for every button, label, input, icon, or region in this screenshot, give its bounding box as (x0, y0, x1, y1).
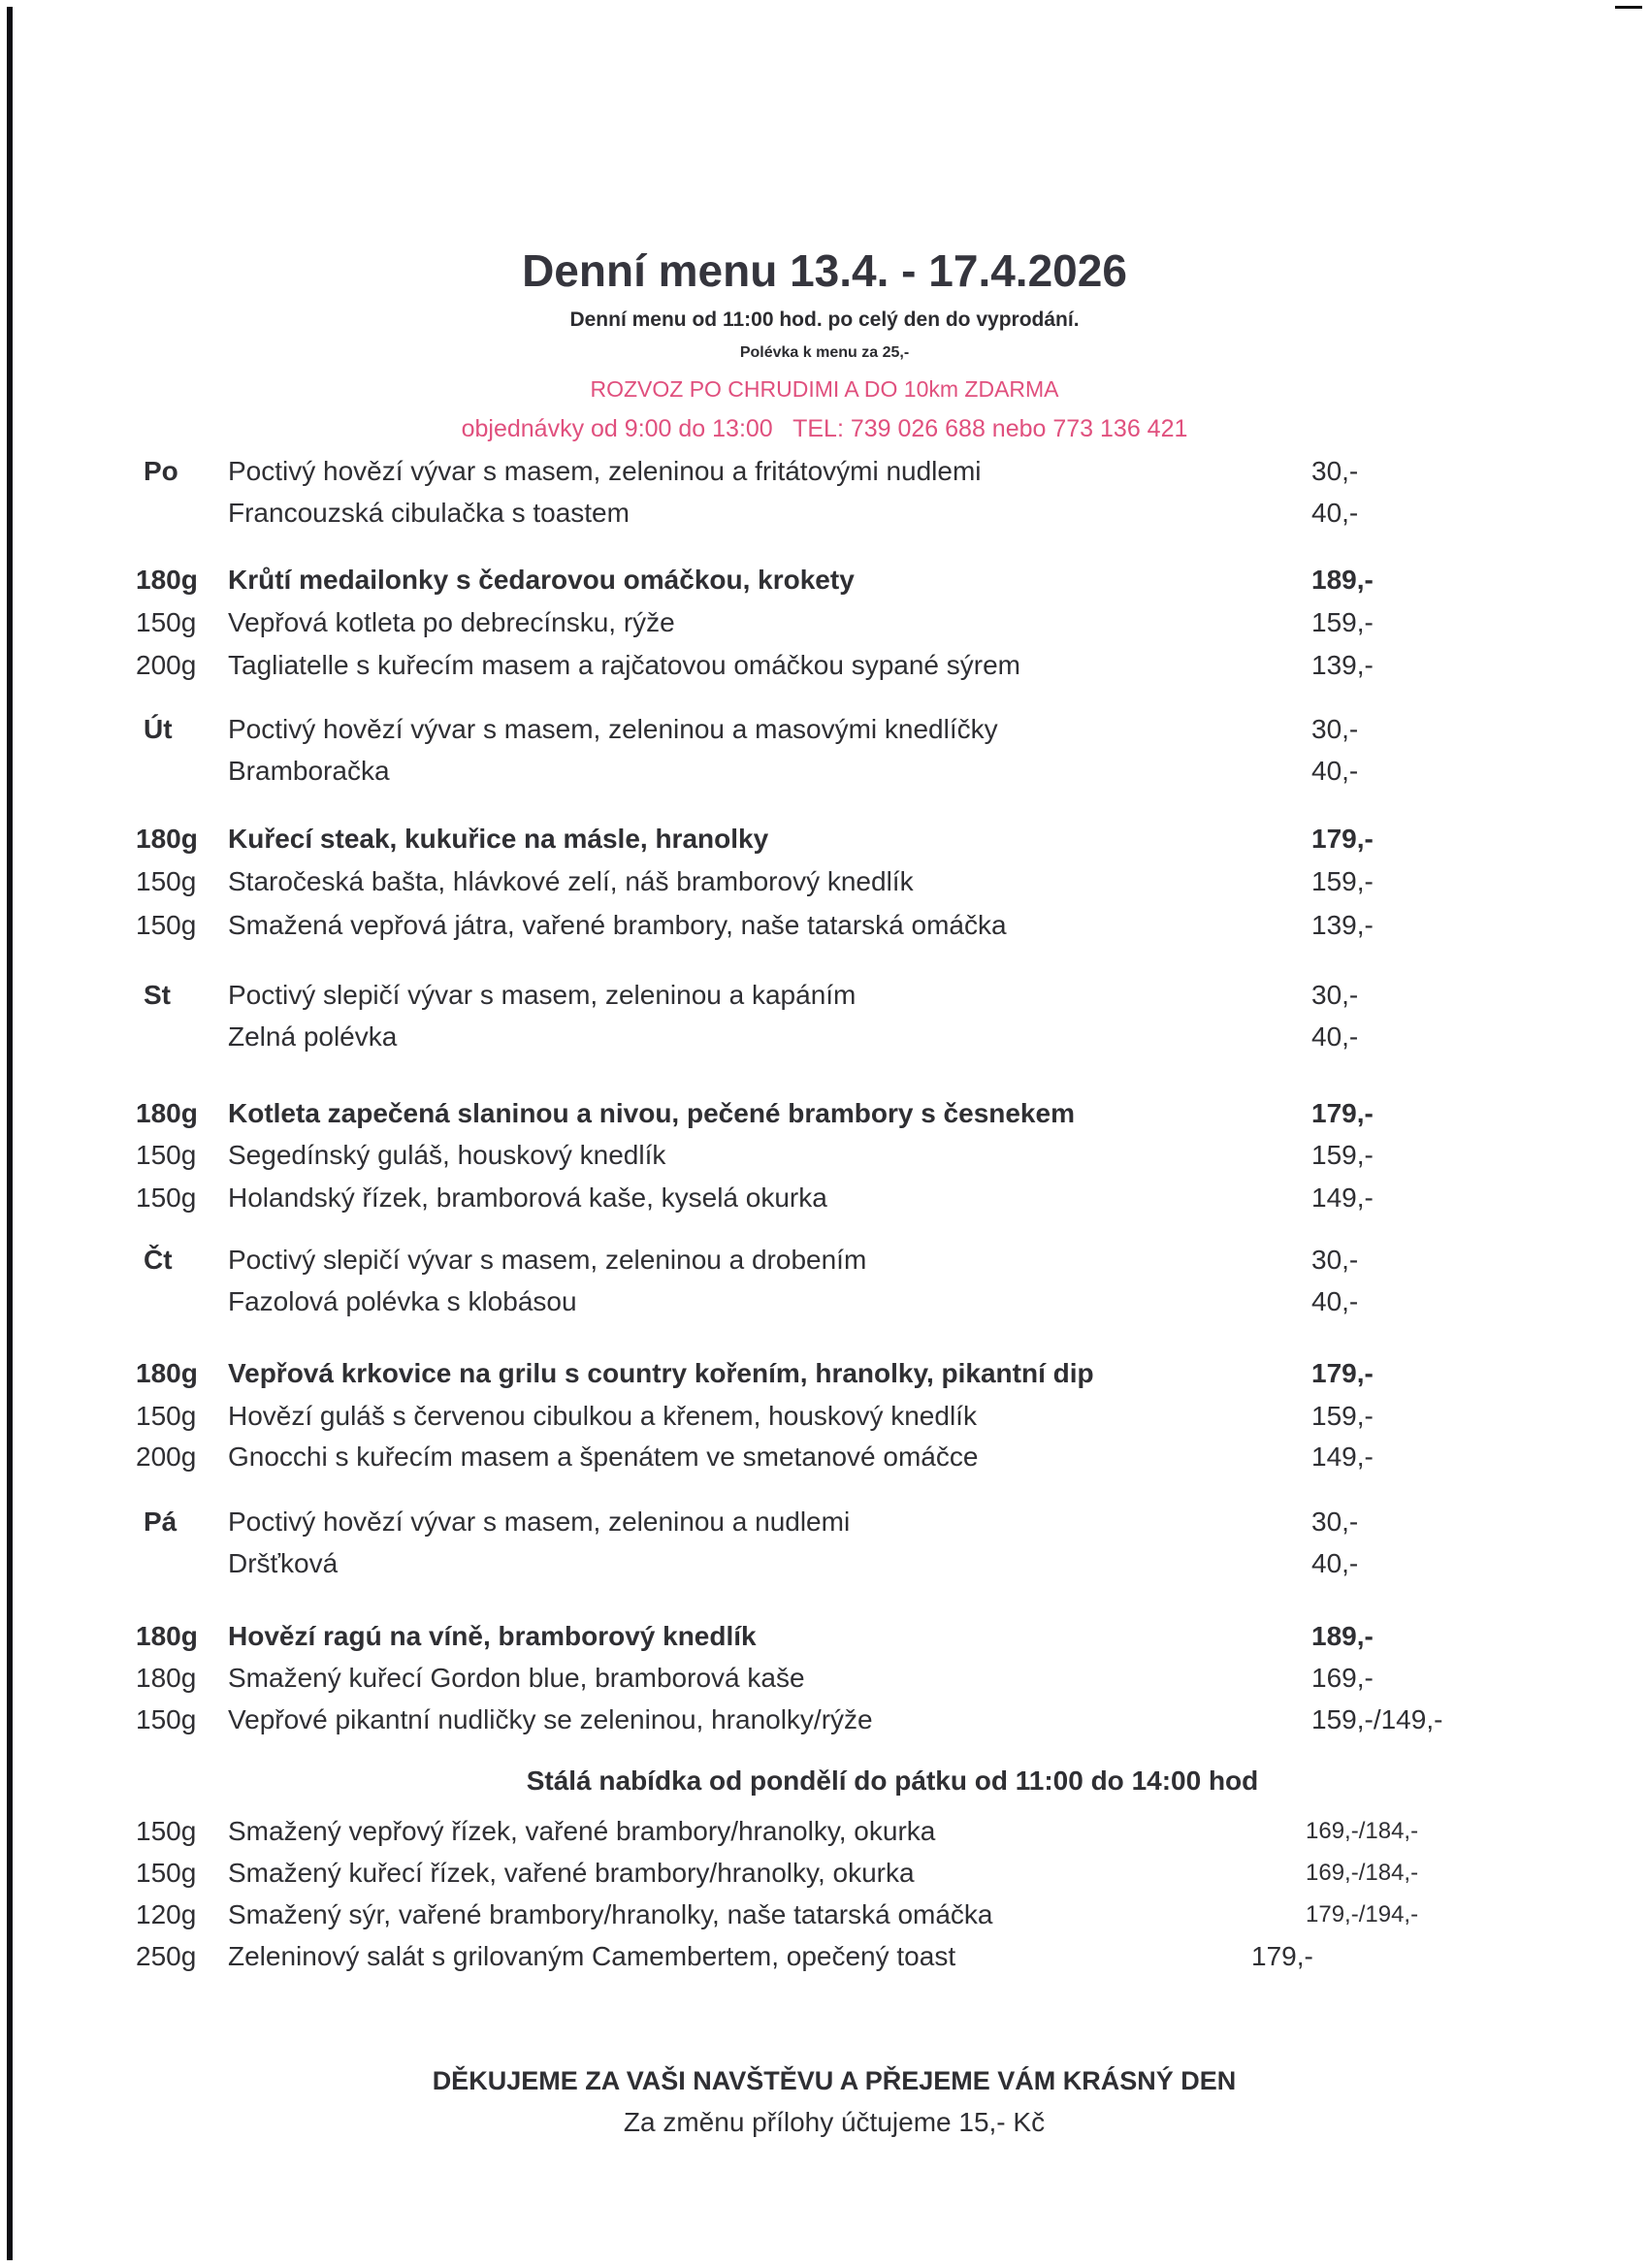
soup-row (0, 1021, 1649, 1053)
dish-weight: 250g (136, 1941, 197, 1971)
soup-price: 40,- (1311, 498, 1359, 528)
dish-price: 149,- (1311, 1442, 1374, 1472)
dish-name: Hovězí guláš s červenou cibulkou a křenem, houskový knedlík (228, 1401, 977, 1431)
dish-weight: 200g (136, 1442, 197, 1472)
soup-price: 30,- (1311, 456, 1359, 486)
permanent-item-row (0, 1898, 1649, 1931)
soup-price: 30,- (1311, 980, 1359, 1010)
permanent-item-row (0, 1857, 1649, 1890)
dish-price: 179,- (1251, 1941, 1313, 1971)
dish-name: Kotleta zapečená slaninou a nivou, pečené brambory s česnekem (228, 1098, 1075, 1128)
dish-weight: 180g (136, 1663, 197, 1693)
main-dish-row-highlight (0, 1357, 1649, 1390)
dish-price: 179,-/194,- (1306, 1901, 1419, 1928)
dish-weight: 150g (136, 1140, 197, 1170)
dish-price: 189,- (1311, 1621, 1374, 1651)
dish-weight: 180g (136, 565, 198, 595)
dish-price: 139,- (1311, 910, 1374, 940)
soup-name: Dršťková (228, 1548, 339, 1578)
soup-price: 40,- (1311, 1021, 1359, 1052)
soup-name: Poctivý hovězí vývar s masem, zeleninou a nudlemi (228, 1507, 851, 1537)
dish-price: 159,- (1311, 607, 1374, 637)
soup-price-note: Polévka k menu za 25,- (739, 344, 910, 361)
order-contact-note: objednávky od 9:00 do 13:00 TEL: 739 026 688 nebo 773 136 421 (461, 415, 1188, 442)
main-dish-row (0, 1182, 1649, 1215)
main-dish-row-highlight (0, 564, 1649, 597)
day-label: Čt (144, 1245, 173, 1275)
day-label: Pá (144, 1507, 178, 1537)
main-dish-row (0, 1441, 1649, 1474)
dish-price: 159,- (1311, 866, 1374, 896)
main-dish-row (0, 1139, 1649, 1172)
dish-price: 159,- (1311, 1140, 1374, 1170)
soup-price: 40,- (1311, 756, 1359, 786)
soup-name: Poctivý slepičí vývar s masem, zeleninou a kapáním (228, 980, 857, 1010)
soup-row (0, 713, 1649, 746)
soup-name: Poctivý hovězí vývar s masem, zeleninou a fritátovými nudlemi (228, 456, 982, 486)
soup-row (0, 455, 1649, 488)
page-title: Denní menu 13.4. - 17.4.2026 (522, 245, 1127, 296)
dish-name: Smažená vepřová játra, vařené brambory, naše tatarská omáčka (228, 910, 1007, 940)
dish-weight: 180g (136, 1098, 198, 1128)
permanent-offer-title: Stálá nabídka od pondělí do pátku od 11:00 do 14:00 hod (526, 1766, 1259, 1796)
permanent-item-row (0, 1940, 1649, 1973)
soup-price: 40,- (1311, 1286, 1359, 1316)
dish-price: 169,- (1311, 1663, 1374, 1693)
dish-name: Gnocchi s kuřecím masem a špenátem ve smetanové omáčce (228, 1442, 979, 1472)
soup-price: 30,- (1311, 714, 1359, 744)
side-change-fee-note: Za změnu přílohy účtujeme 15,- Kč (623, 2107, 1046, 2137)
main-dish-row (0, 865, 1649, 898)
dish-weight: 150g (136, 1183, 197, 1213)
dish-weight: 150g (136, 866, 197, 896)
soup-row (0, 979, 1649, 1012)
dish-weight: 150g (136, 607, 197, 637)
soup-name: Zelná polévka (228, 1021, 398, 1052)
main-dish-row-highlight (0, 1097, 1649, 1130)
soup-price: 30,- (1311, 1245, 1359, 1275)
dish-weight: 180g (136, 1358, 198, 1388)
soup-price: 30,- (1311, 1507, 1359, 1537)
dish-name: Kuřecí steak, kukuřice na másle, hranolky (228, 824, 769, 854)
main-dish-row-highlight (0, 1620, 1649, 1653)
soup-row (0, 755, 1649, 788)
delivery-note: ROZVOZ PO CHRUDIMI A DO 10km ZDARMA (590, 376, 1059, 402)
main-dish-row (0, 909, 1649, 942)
dish-price: 159,- (1311, 1401, 1374, 1431)
main-dish-row (0, 1662, 1649, 1695)
main-dish-row (0, 606, 1649, 639)
day-label: Po (144, 456, 178, 486)
dish-price: 169,-/184,- (1306, 1818, 1419, 1844)
day-label: Út (144, 714, 173, 744)
soup-name: Bramboračka (228, 756, 390, 786)
dish-price: 179,- (1311, 1098, 1374, 1128)
soup-name: Poctivý hovězí vývar s masem, zeleninou a masovými knedlíčky (228, 714, 998, 744)
dish-name: Holandský řízek, bramborová kaše, kyselá okurka (228, 1183, 827, 1213)
soup-row (0, 1285, 1649, 1318)
dish-name: Vepřová kotleta po debrecínsku, rýže (228, 607, 675, 637)
soup-name: Poctivý slepičí vývar s masem, zeleninou a drobením (228, 1245, 867, 1275)
soup-price: 40,- (1311, 1548, 1359, 1578)
soup-row (0, 1244, 1649, 1277)
dish-price: 149,- (1311, 1183, 1374, 1213)
dish-price: 159,-/149,- (1311, 1704, 1443, 1734)
thank-you-note: DĚKUJEME ZA VAŠI NAVŠTĚVU A PŘEJEME VÁM KRÁSNÝ DEN (432, 2066, 1237, 2095)
dish-name: Zeleninový salát s grilovaným Camembertem, opečený toast (228, 1941, 956, 1971)
dish-weight: 200g (136, 650, 197, 680)
main-dish-row (0, 1400, 1649, 1433)
dish-weight: 120g (136, 1899, 197, 1929)
dish-name: Smažený kuřecí řízek, vařené brambory/hranolky, okurka (228, 1858, 915, 1888)
dish-name: Vepřové pikantní nudličky se zeleninou, hranolky/rýže (228, 1704, 873, 1734)
permanent-item-row (0, 1815, 1649, 1848)
day-label: St (144, 980, 171, 1010)
main-dish-row-highlight (0, 823, 1649, 856)
dish-name: Smažený kuřecí Gordon blue, bramborová kaše (228, 1663, 805, 1693)
dish-name: Smažený vepřový řízek, vařené brambory/hranolky, okurka (228, 1816, 936, 1846)
dish-weight: 180g (136, 824, 198, 854)
soup-name: Fazolová polévka s klobásou (228, 1286, 577, 1316)
dish-weight: 150g (136, 1704, 197, 1734)
main-dish-row (0, 649, 1649, 682)
dish-weight: 150g (136, 1858, 197, 1888)
dish-price: 179,- (1311, 824, 1374, 854)
soup-row (0, 1506, 1649, 1539)
dish-price: 139,- (1311, 650, 1374, 680)
dish-name: Segedínský guláš, houskový knedlík (228, 1140, 666, 1170)
dish-price: 169,-/184,- (1306, 1860, 1419, 1886)
menu-hours-note: Denní menu od 11:00 hod. po celý den do vyprodání. (569, 308, 1080, 331)
scan-corner-mark (1615, 6, 1642, 9)
dish-name: Hovězí ragú na víně, bramborový knedlík (228, 1621, 757, 1651)
soup-row (0, 1547, 1649, 1580)
dish-price: 189,- (1311, 565, 1374, 595)
dish-name: Staročeská bašta, hlávkové zelí, náš bramborový knedlík (228, 866, 914, 896)
dish-name: Smažený sýr, vařené brambory/hranolky, naše tatarská omáčka (228, 1899, 993, 1929)
soup-row (0, 497, 1649, 530)
dish-price: 179,- (1311, 1358, 1374, 1388)
dish-name: Vepřová krkovice na grilu s country kořením, hranolky, pikantní dip (228, 1358, 1094, 1388)
dish-name: Tagliatelle s kuřecím masem a rajčatovou omáčkou sypané sýrem (228, 650, 1021, 680)
dish-weight: 180g (136, 1621, 198, 1651)
dish-weight: 150g (136, 1401, 197, 1431)
dish-weight: 150g (136, 910, 197, 940)
dish-name: Krůtí medailonky s čedarovou omáčkou, krokety (228, 565, 855, 595)
dish-weight: 150g (136, 1816, 197, 1846)
soup-name: Francouzská cibulačka s toastem (228, 498, 630, 528)
main-dish-row (0, 1703, 1649, 1736)
